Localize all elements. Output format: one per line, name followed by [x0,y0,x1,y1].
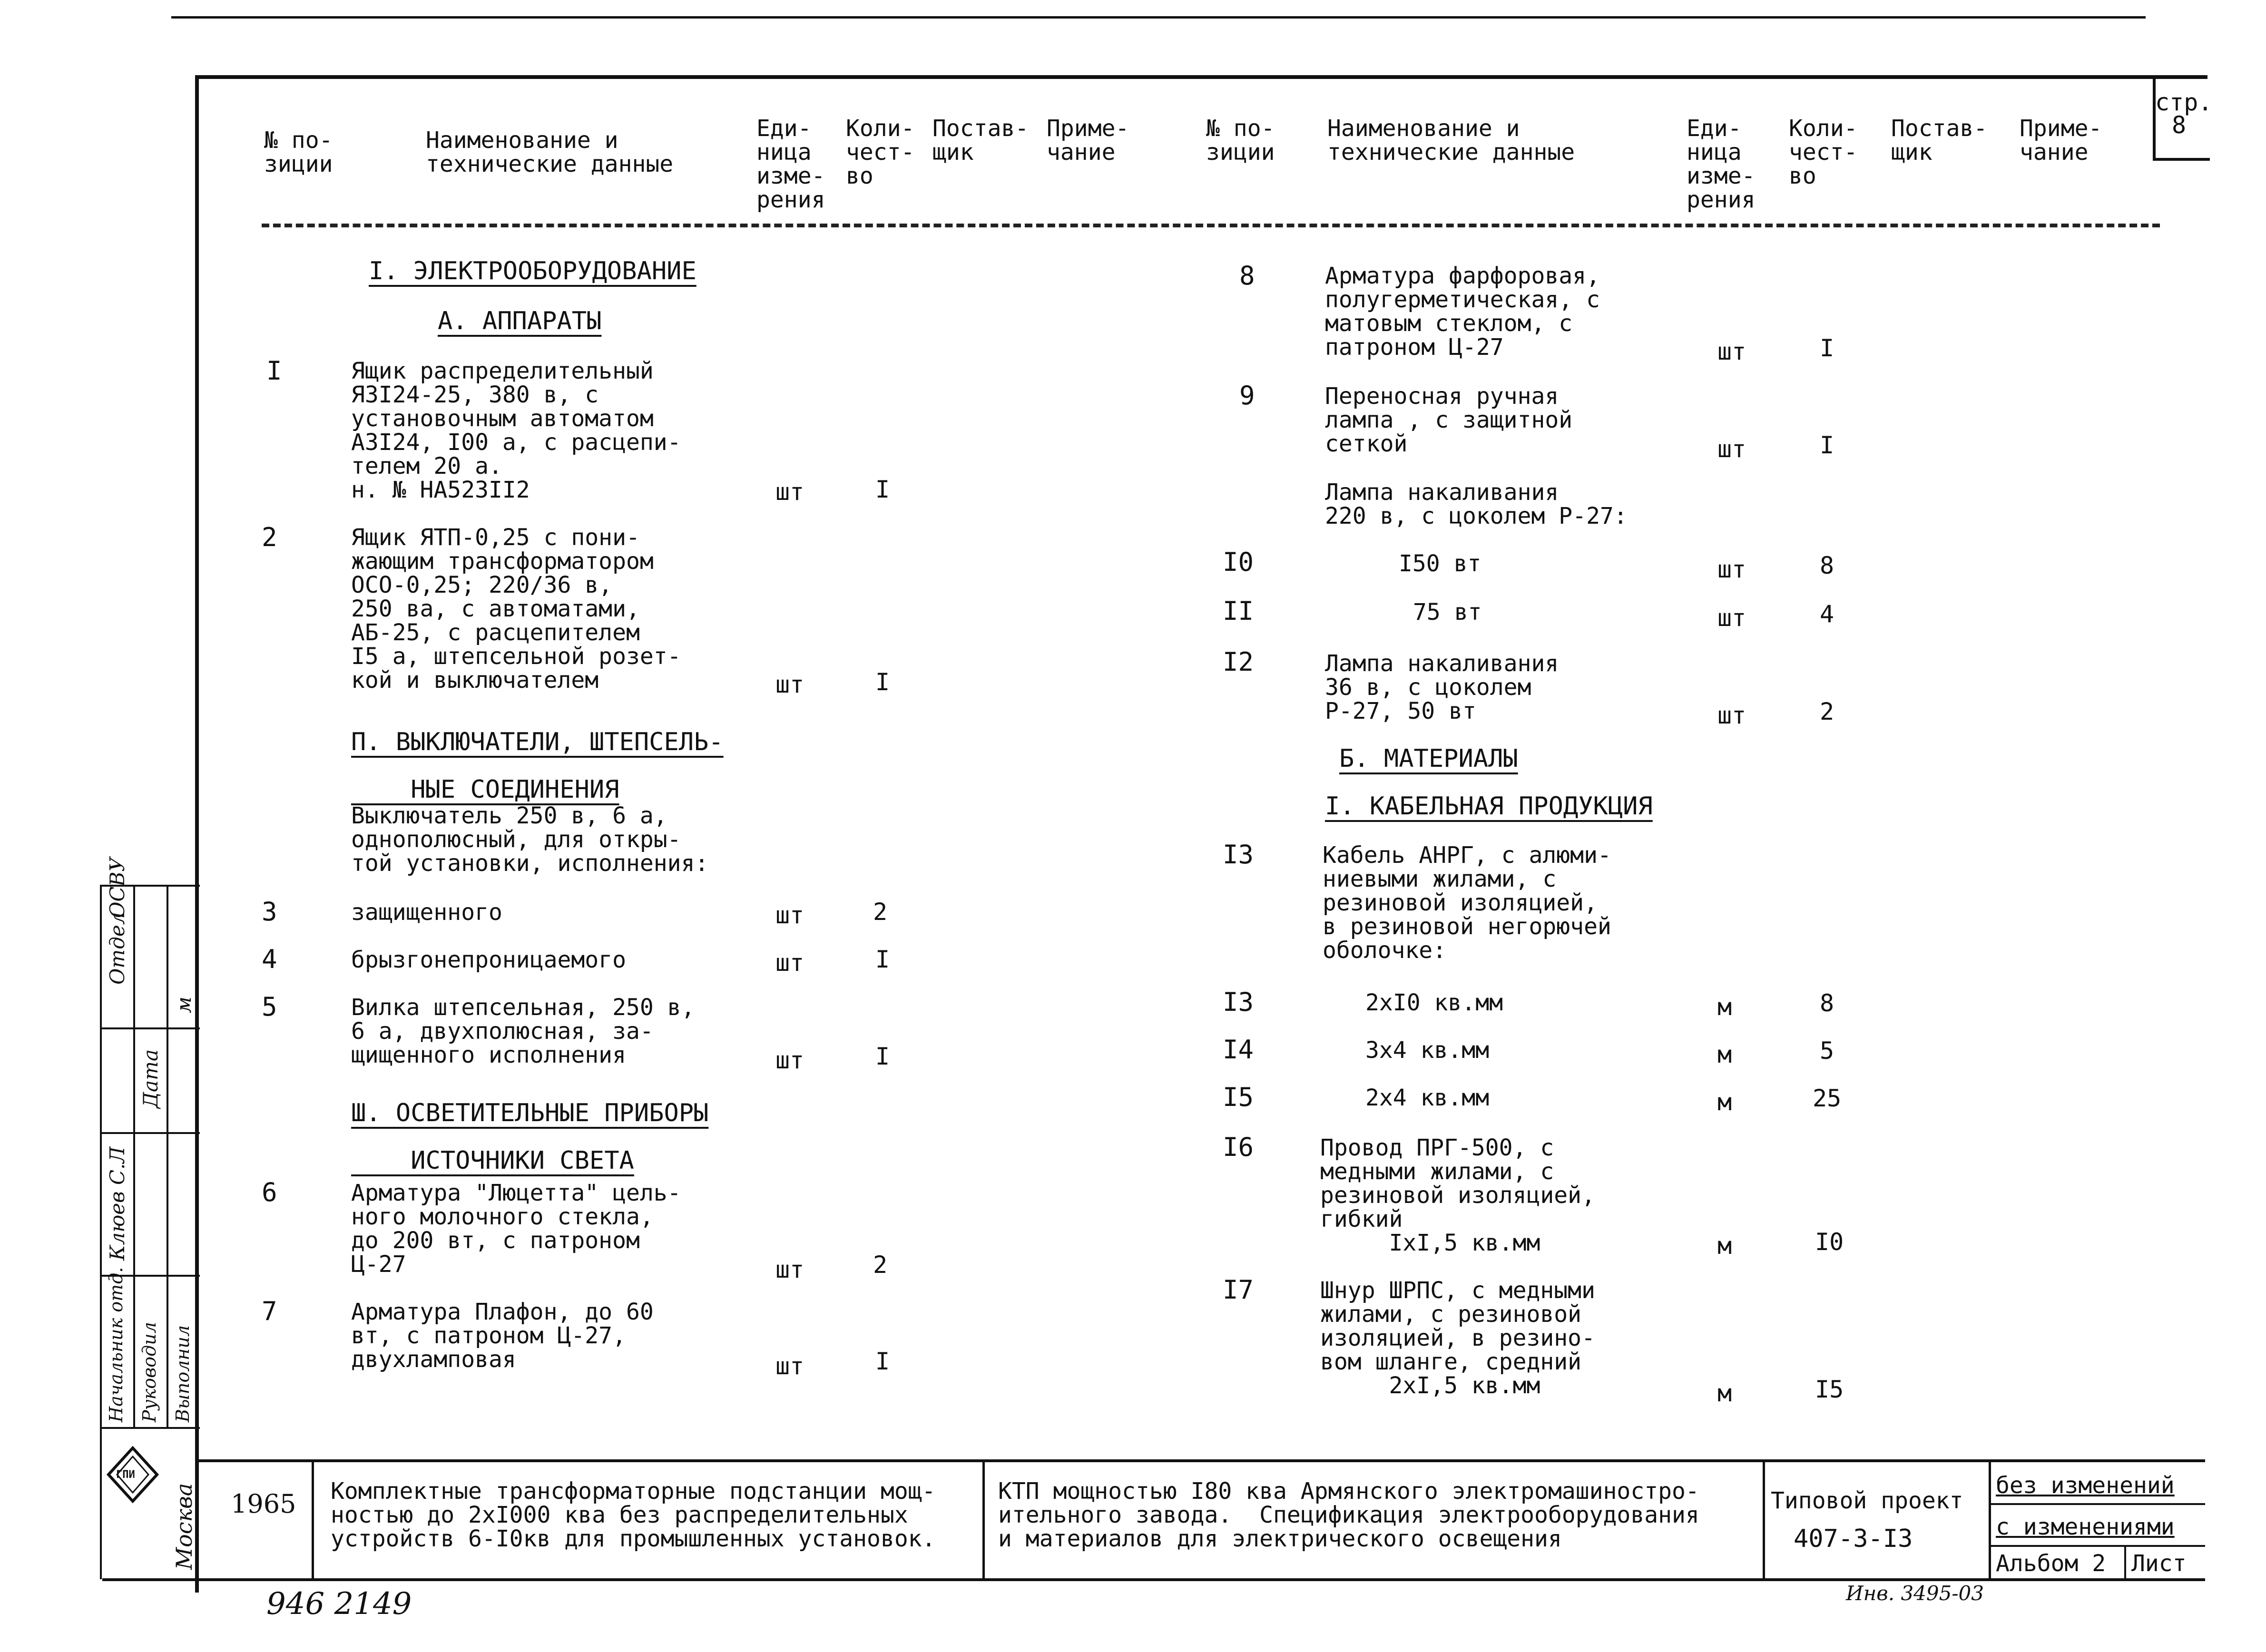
item-3-position: 3 [262,897,277,927]
item-3-qty: 2 [873,898,888,926]
item-13-unit: м [1717,993,1732,1021]
title-block-divider-1 [312,1459,314,1581]
item-12-qty: 2 [1820,698,1834,725]
item-6-qty: 2 [873,1251,888,1279]
item-13-qty: 8 [1820,989,1834,1017]
handwritten-archive-number: 946 2149 [266,1586,412,1622]
item-8-name: Арматура фарфоровая, полугерметическая, с матовым стеклом, с патроном Ц-27 [1325,263,1600,361]
item-12-name: Лампа накаливания 36 в, с цоколем Р-27, 50 вт [1325,650,1559,724]
item-5-unit: шт [775,1046,804,1074]
item-4-qty: I [875,946,890,973]
item-16-qty: I0 [1815,1228,1844,1256]
stamp-date-value: м [172,997,196,1013]
section-switches-connections: П. ВЫКЛЮЧАТЕЛИ, ШТЕПСЕЛЬ- НЫЕ СОЕДИНЕНИЯ [351,728,724,804]
item-17-position: I7 [1223,1275,1254,1305]
right-header-note: Приме- чание [2020,115,2102,166]
left-header-unit: Еди- ница изме- рения [756,115,825,213]
item-14-name: 3х4 кв.мм [1365,1037,1490,1064]
item-17-name: Шнур ШРПС, с медными жилами, с резиновой изоляцией, в резино- вом шланге, средний 2хI,5 кв.мм [1320,1277,1595,1399]
title-block-divider-3 [1763,1459,1765,1581]
title-block-album-divider [2124,1545,2126,1581]
left-header-name: Наименование и технические данные [426,127,674,177]
item-11-unit: шт [1717,604,1746,632]
stamp-signer-name: Клюев С.Л [106,1146,129,1261]
item-16-name: Провод ПРГ-500, с медными жилами, с резиновой изоляцией, гибкий IхI,5 кв.мм [1320,1134,1595,1256]
stamp-department-label: Отдел [106,912,129,985]
item-5-qty: I [875,1043,890,1070]
page-number: 8 [2172,111,2187,139]
item-14-position: I4 [1223,1035,1254,1065]
item-9-unit: шт [1717,435,1746,463]
right-header-qty: Коли- чест- во [1789,115,1858,189]
item-13-name: 2хI0 кв.мм [1365,989,1503,1016]
item-5-position: 5 [262,992,277,1022]
page-box-bottom-border [2153,158,2210,161]
item-7-name: Арматура Плафон, до 60 вт, с патроном Ц-27, двухламповая [351,1299,654,1373]
stamp-vline-1 [100,885,102,1579]
item-8-position: 8 [1239,261,1255,291]
item-14-unit: м [1717,1041,1732,1068]
title-block-top-border [195,1459,2205,1462]
item-7-position: 7 [262,1296,277,1326]
item-10-unit: шт [1717,556,1746,583]
item-9-name: Переносная ручная лампа , с защитной сеткой [1325,383,1573,457]
item-3-unit: шт [775,901,804,929]
item-17-qty: I5 [1815,1376,1844,1403]
item-4-unit: шт [775,949,804,977]
title-block-year: 1965 [231,1489,296,1519]
item-17-unit: м [1717,1379,1732,1407]
item-9-position: 9 [1239,381,1255,411]
title-block-option-changed: с изменениями [1996,1514,2175,1540]
item-10-name: I50 вт [1399,550,1481,577]
item-15-position: I5 [1223,1082,1254,1112]
frame-bottom-border [102,1578,2205,1581]
item-14-qty: 5 [1820,1037,1834,1065]
item-15-qty: 25 [1813,1085,1842,1112]
item-1-unit: шт [775,478,804,506]
signature-stamp [100,857,200,1579]
stamp-hline-2 [100,1027,200,1029]
item-11-position: II [1223,596,1254,626]
item-4-name: брызгонепроницаемого [351,947,626,973]
item-15-unit: м [1717,1088,1732,1116]
item-13-position: I3 [1223,987,1254,1017]
stamp-department-value: ОСВУ [106,857,129,918]
right-header-unit: Еди- ница изме- рения [1687,115,1756,213]
stamp-hline-5 [100,1427,200,1429]
item-5-name: Вилка штепсельная, 250 в, 6 а, двухполюсная, за- щищенного исполнения [351,994,695,1068]
item-6-unit: шт [775,1256,804,1283]
item-12-unit: шт [1717,702,1746,729]
handwritten-inventory-number: Инв. 3495-03 [1846,1582,1984,1605]
title-block-option-line-1 [1989,1503,2205,1505]
lamp-intro-text: Лампа накаливания 220 в, с цоколем Р-27: [1325,479,1628,529]
organization-logo-text: ГПИ [116,1469,135,1481]
cable-group-position: I3 [1223,840,1254,870]
right-header-name: Наименование и технические данные [1327,115,1575,166]
title-block-type-code: 407-3-I3 [1794,1525,1913,1553]
item-2-name: Ящик ЯТП-0,25 с пони- жающим трансформатором ОСО-0,25; 220/36 в, 250 ва, с автоматами, АБ-25, с расцепителем I5 а, штепсельной розет- кой и выключателем [351,524,681,694]
right-header-supplier: Постав- щик [1891,115,1988,166]
title-block-divider-4 [1989,1459,1991,1581]
item-3-name: защищенного [351,899,502,926]
page-box-left-border [2153,75,2156,161]
left-header-qty: Коли- чест- во [846,115,915,189]
item-8-unit: шт [1717,338,1746,365]
stamp-head-label: Начальник отд. [106,1267,127,1422]
item-11-name: 75 вт [1413,599,1482,626]
item-2-qty: I [875,668,890,696]
section-materials: Б. МАТЕРИАЛЫ [1339,744,1518,773]
title-block-option-line-2 [1989,1545,2205,1547]
stamp-vline-2 [133,885,135,1427]
item-1-qty: I [875,476,890,503]
item-11-qty: 4 [1820,600,1834,628]
title-block-series-description: Комплектные трансформаторные подстанции мощ- ностью до 2хI000 ква без распределительных устройств 6-I0кв для промышленных установок. [331,1478,936,1552]
item-15-name: 2х4 кв.мм [1365,1085,1490,1111]
title-block-sheet-description: КТП мощностью I80 ква Армянского электромашиностро- ительного завода. Спецификация электрооборудования и материалов для электрического освещения [998,1478,1699,1552]
stamp-date-label: Дата [139,1049,162,1108]
title-block-type-label: Типовой проект [1771,1487,1963,1514]
title-block-option-unchanged: без изменений [1996,1472,2175,1499]
item-6-name: Арматура "Люцетта" цель- ного молочного стекла, до 200 вт, с патроном Ц-27 [351,1180,681,1278]
item-1-position: I [266,356,282,386]
stamp-hline-3 [100,1132,200,1134]
item-4-position: 4 [262,944,277,974]
left-header-position: № по- зиции [264,127,333,177]
title-block-album: Альбом 2 [1996,1550,2106,1577]
item-16-unit: м [1717,1232,1732,1260]
item-9-qty: I [1820,431,1834,459]
stamp-vline-3 [167,885,168,1427]
stamp-supervisor-label: Руководил [139,1322,160,1422]
section-lighting-devices: Ш. ОСВЕТИТЕЛЬНЫЕ ПРИБОРЫ ИСТОЧНИКИ СВЕТА [351,1099,709,1175]
item-6-position: 6 [262,1177,277,1207]
right-header-position: № по- зиции [1206,115,1275,166]
stamp-city: Москва [171,1483,197,1570]
item-7-unit: шт [775,1352,804,1380]
item-2-unit: шт [775,671,804,698]
item-1-name: Ящик распределительный ЯЗI24-25, 380 в, с установочным автоматом А3I24, I00 а, с расцепи- телем 20 а. н. № НА523II2 [351,358,681,503]
title-block-divider-2 [982,1459,985,1581]
item-2-position: 2 [262,522,277,552]
item-12-position: I2 [1223,647,1254,677]
switch-intro-text: Выключатель 250 в, 6 а, однополюсный, для откры- той установки, исполнения: [351,802,709,877]
section-apparatus: А. АППАРАТЫ [438,307,602,335]
cable-intro-text: Кабель АНРГ, с алюми- ниевыми жилами, с резиновой изоляцией, в резиновой негорючей оболочке: [1323,842,1611,964]
title-block-sheet-label: Лист [2131,1550,2187,1577]
stamp-executor-label: Выполнил [172,1325,193,1422]
left-header-note: Приме- чание [1047,115,1129,166]
top-edge-line [171,16,2146,19]
item-10-position: I0 [1223,547,1254,577]
page-label: стр. [2155,88,2213,116]
item-16-position: I6 [1223,1132,1254,1162]
item-7-qty: I [875,1348,890,1375]
frame-top-border [195,75,2207,79]
item-8-qty: I [1820,334,1834,362]
section-electrical-equipment: I. ЭЛЕКТРООБОРУДОВАНИЕ [369,257,696,285]
left-header-supplier: Постав- щик [932,115,1029,166]
header-separator-dashed [262,224,2160,227]
item-10-qty: 8 [1820,552,1834,579]
section-cable-products: I. КАБЕЛЬНАЯ ПРОДУКЦИЯ [1325,792,1653,821]
